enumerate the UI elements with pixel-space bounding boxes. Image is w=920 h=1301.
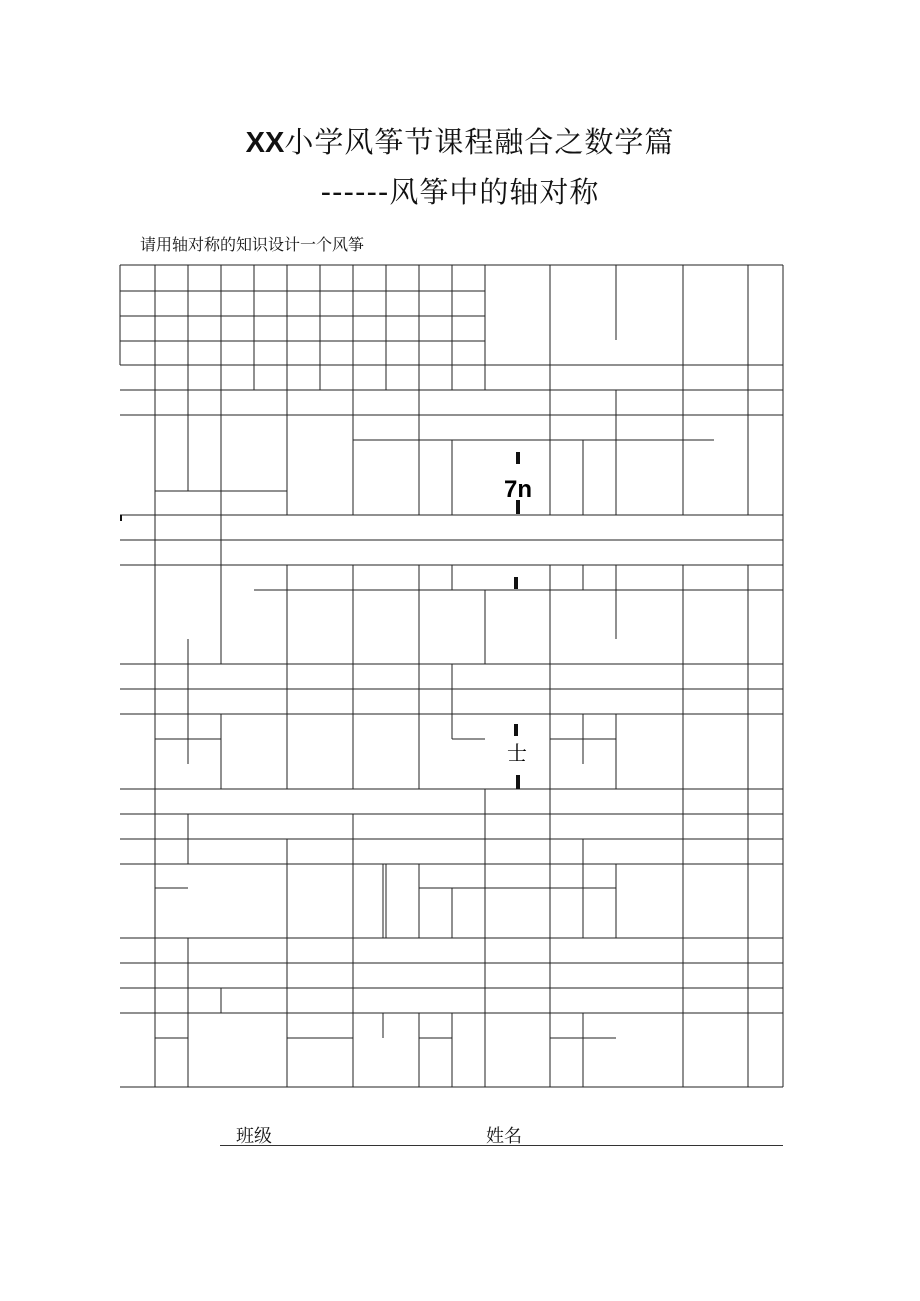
title-prefix: XX [245, 127, 285, 159]
tick-mark [516, 452, 520, 464]
tick-mark [514, 577, 518, 589]
stray-glyph-shi: 士 [507, 741, 527, 765]
name-label: 姓名 [486, 1126, 522, 1147]
tick-mark [514, 724, 518, 736]
instruction-text: 请用轴对称的知识设计一个风筝 [140, 235, 365, 254]
footer-underline [220, 1145, 783, 1146]
edge-mark [120, 515, 122, 521]
stray-glyph-7n: 7n [503, 476, 533, 503]
page-subtitle: ------风筝中的轴对称 [320, 175, 600, 209]
class-label: 班级 [236, 1126, 272, 1147]
tick-mark [516, 775, 520, 789]
title-main: 小学风筝节课程融合之数学篇 [284, 125, 675, 159]
